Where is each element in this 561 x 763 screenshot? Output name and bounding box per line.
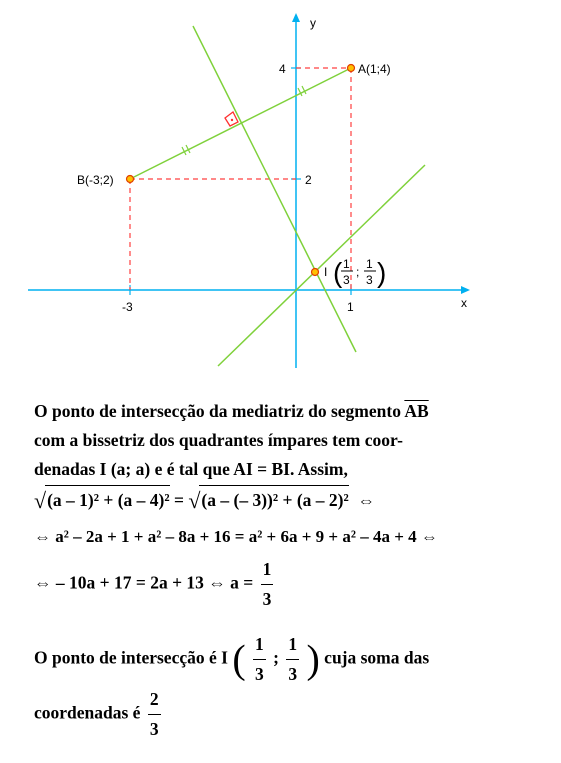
paren-open: ( (232, 636, 246, 682)
tick-label-y2: 2 (305, 173, 312, 187)
equation-text: ⇔ – 10a + 17 = 2a + 13 ⇔ a = (34, 572, 254, 593)
axis-x-label: x (461, 296, 467, 310)
equals-sign: = (173, 490, 184, 510)
point-a-label: A(1;4) (358, 62, 391, 76)
equation-distance (34, 485, 534, 515)
point-i-label: I (324, 265, 328, 279)
frac-den: 3 (366, 273, 373, 287)
text-line: denadas I (a; a) e é tal que AI = BI. Assim, (34, 459, 348, 479)
fraction-y (286, 630, 299, 689)
point-b-marker (127, 176, 134, 183)
sqrt-left: (a – 1)² + (a – 4)² (45, 485, 170, 515)
sqrt-sign: √ (188, 488, 201, 513)
paren-close: ) (306, 636, 320, 682)
frac-den: 3 (286, 659, 299, 689)
fraction-sum (148, 685, 161, 744)
axis-y-label: y (310, 16, 316, 30)
text-run: O ponto de intersecção da mediatriz do segmento (34, 401, 405, 421)
equivalence-arrow: ⇔ (357, 490, 375, 510)
frac-den: 3 (261, 584, 274, 614)
coord-sep: ; (273, 647, 279, 668)
equation-solution (34, 555, 534, 614)
frac-num: 1 (262, 559, 272, 579)
frac-den: 3 (148, 714, 161, 744)
frac-den: 3 (253, 659, 266, 689)
text-run: O ponto de intersecção é I (34, 647, 228, 668)
frac-num: 1 (343, 257, 350, 271)
solution-intro (34, 397, 534, 484)
frac-num: 1 (255, 634, 264, 654)
point-b-label: B(-3;2) (77, 173, 114, 187)
x-axis-arrow (461, 286, 470, 294)
frac-num: 2 (149, 689, 159, 709)
fraction-a (261, 555, 274, 614)
coordinate-graph (0, 0, 561, 380)
fraction-x (253, 630, 266, 689)
text-line: com a bissetriz dos quadrantes ímpares tem coor- (34, 430, 403, 450)
frac-den: 3 (343, 273, 350, 287)
intersection-point-sentence (34, 630, 534, 689)
text-run: cuja soma das (324, 647, 430, 668)
perpendicular-bisector (193, 26, 356, 352)
tick-label-x1: 1 (347, 300, 354, 314)
equal-mark (182, 86, 306, 155)
coord-sep: ; (356, 265, 360, 279)
segment-ab-notation: $\overline{AB}$ (404, 401, 429, 421)
point-a-marker (348, 65, 355, 72)
sqrt-right: (a – (– 3))² + (a – 2)² (199, 485, 348, 515)
right-angle-dot (231, 119, 233, 121)
equation-expanded: ⇔ a² – 2a + 1 + a² – 8a + 16 = a² + 6a + 9 + a² – 4a + 4 ⇔ (34, 527, 438, 546)
text-line (34, 397, 534, 426)
segment-ab (130, 68, 351, 179)
bisector-line (218, 165, 425, 366)
paren-open: ( (333, 257, 343, 288)
point-i-marker (312, 269, 319, 276)
paren-close: ) (377, 257, 387, 288)
coordinate-sum-sentence (34, 685, 534, 744)
tick-label-y4: 4 (279, 62, 286, 76)
sqrt-sign: √ (34, 488, 47, 513)
text-run: coordenadas é (34, 702, 141, 723)
frac-num: 1 (288, 634, 298, 654)
tick-label-xm3: -3 (122, 300, 133, 314)
frac-num: 1 (366, 257, 373, 271)
y-axis-arrow (292, 13, 300, 22)
